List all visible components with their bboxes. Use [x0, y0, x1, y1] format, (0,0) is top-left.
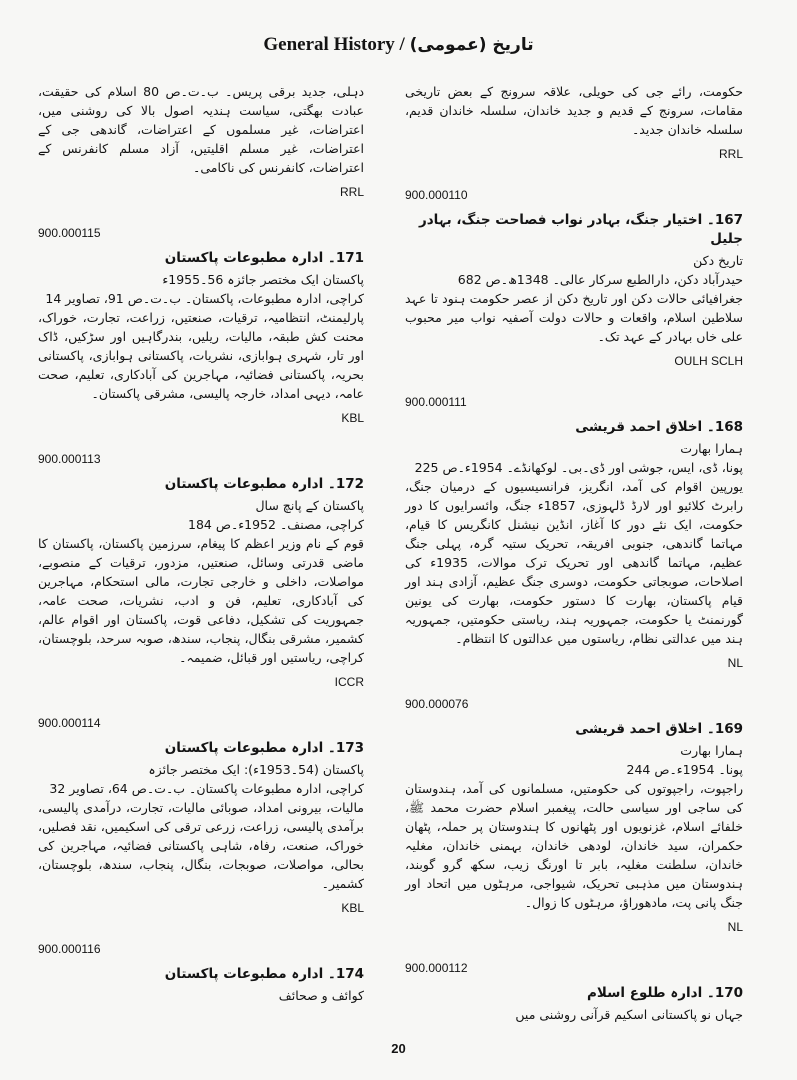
- accession-number: 900.000076: [405, 697, 469, 711]
- entry-body: راجپوت، راجپوتوں کی حکومتیں، مسلمانوں کی آمد، ہندوستان کی ساجی اور سیاسی حالت، پیغمبر اسلام حضرت محمد ﷺ، خلفائے اسلام، غزنویوں اور پٹھانوں کا ہندوستان پر حملہ، پٹھان حکمران، سید خاندان، لودھی خاندان، بہمنی خاندان، مغلیہ خاندان، سلطنت مغلیہ، بابر تا اورنگ زیب، سکھ گرو گوبند، ہندوستان میں مذہبی تحریک، شیواجی، مرہٹوں میں اتحاد اور جنگ پانی پت، مادھوراؤ، مرہٹوں کا زوال۔: [405, 781, 743, 910]
- accession-number: 900.000113: [38, 452, 101, 466]
- header-title-urdu: تاریخ (عمومی): [409, 35, 534, 55]
- entry-170: [405, 959, 743, 1024]
- entry-174: [38, 940, 364, 1005]
- entry-continued-right: [405, 82, 743, 164]
- library-code: RRL: [339, 185, 364, 199]
- entry-subtitle: پاکستان (54۔1953ء): ایک مختصر جائزہ: [148, 762, 364, 777]
- entry-171: [38, 224, 364, 428]
- entry-title: 167۔ اختیار جنگ، بہادر نواب فصاحت جنگ، بہادر جلیل: [418, 212, 743, 247]
- entry-subtitle: جہاں نو پاکستانی اسکیم قرآنی روشنی میں: [515, 1007, 743, 1022]
- right-column: [405, 82, 743, 1038]
- entry-subtitle: پاکستان کے پانچ سال: [255, 498, 364, 513]
- page-header: [0, 34, 797, 56]
- page-number: 20: [391, 1041, 406, 1056]
- accession-number: 900.000110: [405, 188, 468, 202]
- library-code: ICCR: [334, 675, 364, 689]
- entry-167: [405, 186, 743, 371]
- library-code: OULH SCLH: [674, 354, 743, 368]
- entry-title: 169۔ اخلاق احمد قریشی: [575, 721, 743, 737]
- entry-title: 170۔ ادارہ طلوع اسلام: [586, 985, 743, 1001]
- entry-title: 174۔ ادارہ مطبوعات پاکستان: [164, 966, 364, 982]
- entry-title: 168۔ اخلاق احمد قریشی: [575, 419, 743, 435]
- entry-subtitle: ہمارا بھارت: [680, 441, 743, 456]
- entry-imprint: کراچی، ادارہ مطبوعات پاکستان۔ ب۔ت۔ص 64، تصاویر 32: [49, 781, 364, 796]
- entry-169: [405, 695, 743, 937]
- entry-body: مالیات، بیرونی امداد، صوبائی مالیات، تجارت، درآمدی پالیسی، برآمدی پالیسی، زراعت، زرعی ترقی کی اسکیمیں، نقد فصلیں، خوراک، صنعت، رفاہ، شاہی پاکستانی فضائیہ، مہاجرین کی بحالی، مواصلات، صوبجات، بنگال، پنجاب، سندھ، بلوچستان، کشمیر۔: [38, 800, 364, 891]
- entry-172: [38, 450, 364, 692]
- accession-number: 900.000114: [38, 716, 101, 730]
- entry-continued-left: [38, 82, 364, 202]
- entry-imprint: پونا، ڈی، ایس، جوشی اور ڈی۔بی۔ لوکھانڈے۔ 1954ء۔ص 225: [414, 460, 743, 475]
- entry-173: [38, 714, 364, 918]
- library-code: NL: [727, 920, 743, 934]
- entry-168: [405, 393, 743, 673]
- entry-body: قوم کے نام وزیر اعظم کا پیغام، سرزمین پاکستان، پاکستان کا ماضی قدرتی وسائل، صنعتیں، مزدور، ترقیات کے منصوبے، مواصلات، داخلی و خارجی تجارت، مالی استحکام، مہاجرین کی آبادکاری، تعلیم، فن و ادب، نشریات، صحت عامہ، جمہوریت کی تشکیل، دفاعی قوت، پاکستان اور اقوام عالم، کشمیر، مشرقی بنگال، پنجاب، سندھ، صوبہ سرحد، بلوچستان، کراچی، ریاستیں اور قبائل، ضمیمہ۔: [38, 536, 364, 665]
- entry-title: 171۔ ادارہ مطبوعات پاکستان: [164, 250, 364, 266]
- entry-title: 172۔ ادارہ مطبوعات پاکستان: [164, 476, 364, 492]
- accession-number: 900.000115: [38, 226, 101, 240]
- entry-subtitle: کوائف و صحائف: [278, 988, 364, 1003]
- entry-imprint: کراچی، مصنف۔ 1952ء۔ص 184: [188, 517, 364, 532]
- entry-subtitle: پاکستان ایک مختصر جائزہ 56۔1955ء: [162, 272, 364, 287]
- accession-number: 900.000111: [405, 395, 467, 409]
- library-code: RRL: [718, 147, 743, 161]
- entry-body: پارلیمنٹ، انتظامیہ، ترقیات، صنعتیں، زراعت، تجارت، خوراک، محنت کش طبقہ، مالیات، ریلیں، بندرگاہیں اور سڑکیں، ڈاک اور تار، شہری ہوابازی، نشریات، پاکستانی ہوابازی، پاکستانی بحریہ، پاکستانی فضائیہ، مہاجرین کی آبادکاری، تعلیم، صحت عامہ، دیہی امداد، خارجہ پالیسی، مشرقی پاکستان۔: [38, 310, 364, 401]
- entry-imprint: حیدرآباد دکن، دارالطبع سرکار عالی۔ 1348ھ۔ص 682: [457, 272, 743, 287]
- entry-subtitle: ہمارا بھارت: [680, 743, 743, 758]
- left-column: [38, 82, 364, 1019]
- header-title-english: General History /: [263, 34, 405, 55]
- entry-subtitle: تاریخ دکن: [693, 253, 743, 268]
- entry-imprint: پونا۔ 1954ء۔ص 244: [626, 762, 743, 777]
- entry-imprint: کراچی، ادارہ مطبوعات، پاکستان۔ ب۔ت۔ص 91، تصاویر 14: [45, 291, 364, 306]
- library-code: KBL: [341, 411, 364, 425]
- accession-number: 900.000116: [38, 942, 101, 956]
- entry-body: حکومت، رائے جی کی حویلی، علاقہ سرونج کے بعض تاریخی مقامات، سرونج کے قدیم و جدید خاندان، سلسلہ خاندان قدیم، سلسلہ خاندان جدید۔: [405, 84, 743, 137]
- library-code: KBL: [341, 901, 364, 915]
- entry-body: دہلی، جدید برقی پریس۔ ب۔ت۔ص 80 اسلام کی حقیقت، عبادت بھگتی، سیاست ہندیہ اصول بالا کی روشنی میں، اعتراضات، غیر مسلموں کے اعتراضات، گاندھی جی کے اعتراضات، غیر مسلم اقلیتیں، آزاد مسلم کانفرنس کے اعتراضات، کانفرنس کی ناکامی۔: [38, 84, 365, 175]
- entry-title: 173۔ ادارہ مطبوعات پاکستان: [164, 740, 364, 756]
- entry-body: یورپین اقوام کی آمد، انگریز، فرانسیسیوں کے درمیان جنگ، رابرٹ کلائیو اور لارڈ ڈلہوزی، 1857ء جنگ، وائسرایوں کا دور حکومت، ایک نئے دور کا آغاز، انڈین نیشنل کانگریس کا قیام، مہاتما گاندھی، جنوبی افریقہ، تحریک ستیہ گرہ، پہلی جنگ عظیم، مہاتما گاندھی اور تحریک ترک موالات، 1935ء کی اصلاحات، صوبجاتی حکومت، دوسری جنگ عظیم، آزادی ہند اور قیام پاکستان، بھارت کا دستور حکومت، بھارت کی یونین گورنمنٹ یا حکومت، جمہوریہ ہند، ریاستی حکومتیں، جمہوریہ ہند میں عدالتی نظام، ریاستوں میں عدالتوں کا انتظام۔: [405, 479, 743, 646]
- accession-number: 900.000112: [405, 961, 468, 975]
- library-code: NL: [727, 656, 743, 670]
- entry-body: جغرافیائی حالات دکن اور تاریخ دکن از عصر حکومت ہنود تا عہد سلاطین اسلام، واقعات و حالات دولت آصفیہ نواب میر محبوب علی خاں بہادر کے عہد تک۔: [405, 291, 743, 344]
